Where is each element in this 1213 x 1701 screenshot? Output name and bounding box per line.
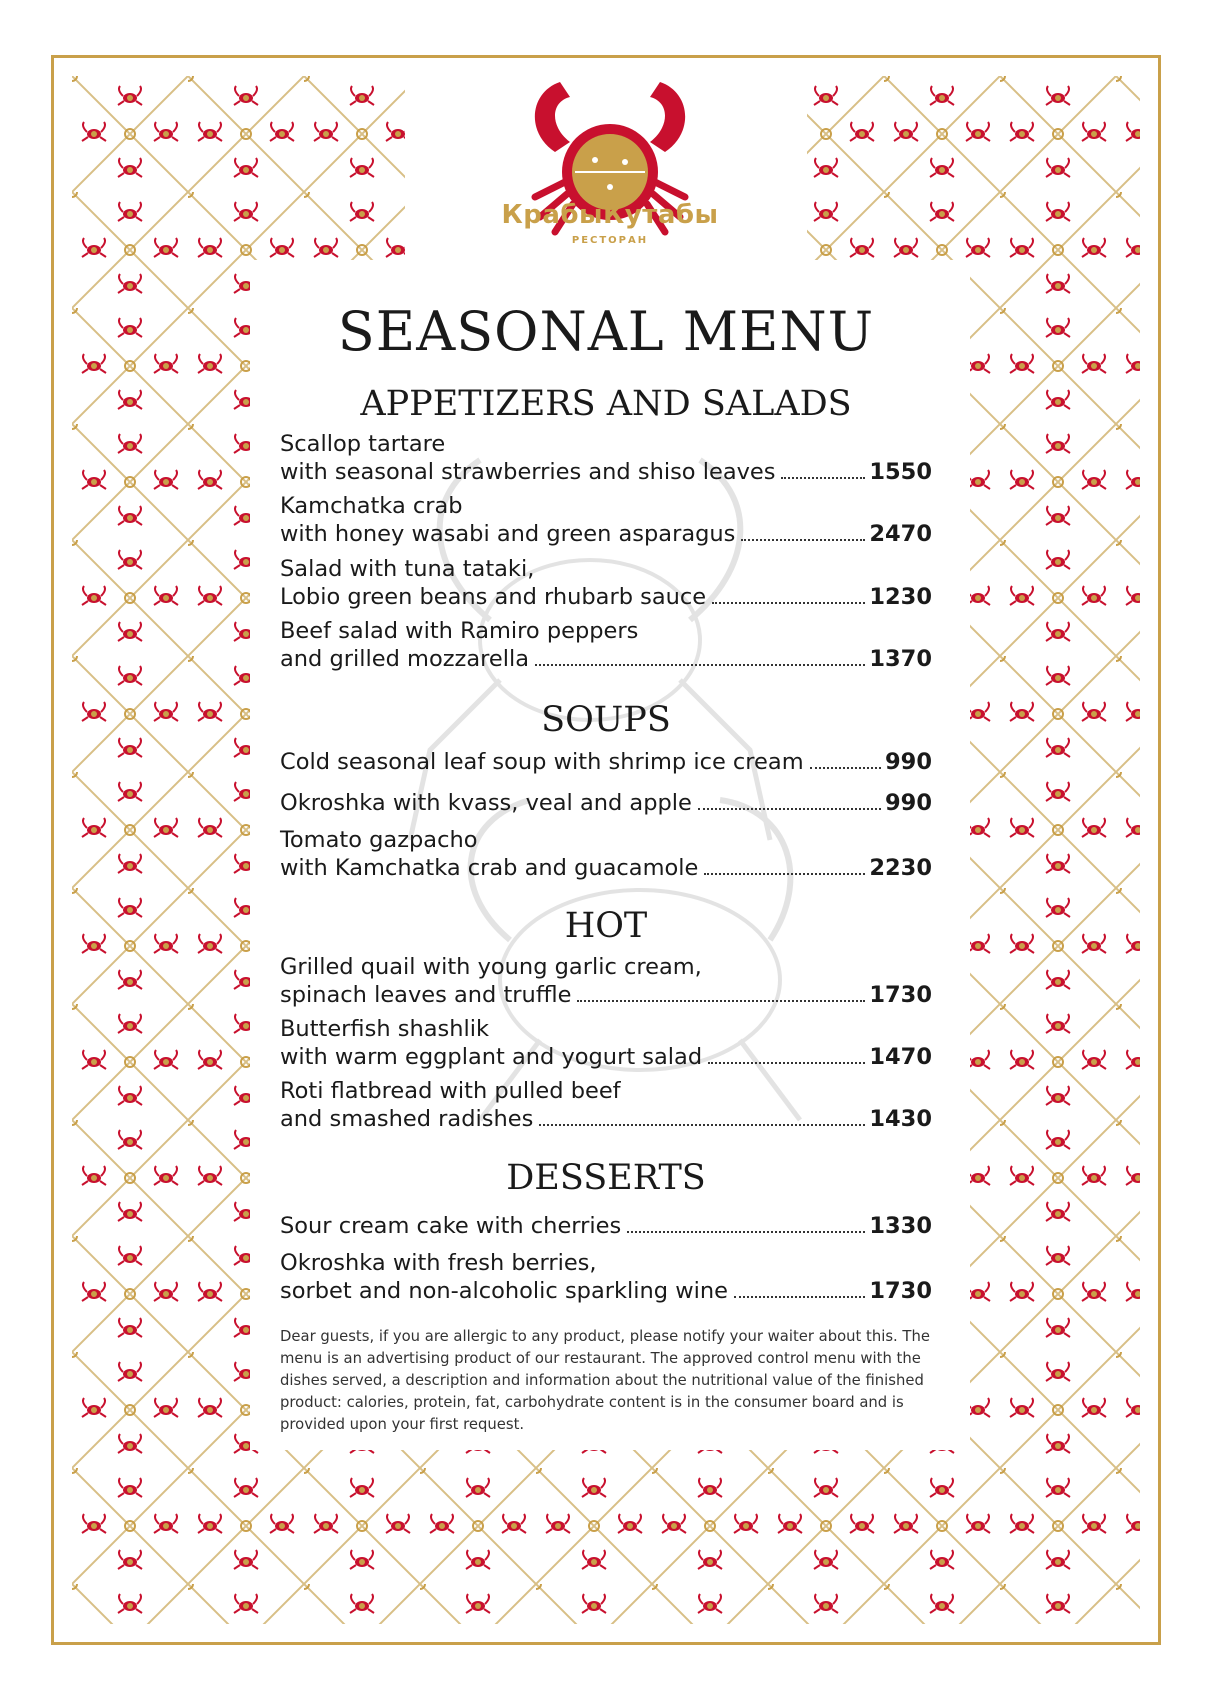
item-price: 1730: [869, 982, 932, 1008]
item-description: Lobio green beans and rhubarb sauce: [280, 584, 707, 610]
menu-item: [280, 1015, 932, 1071]
item-name: Tomato gazpacho: [280, 827, 478, 853]
section-title-desserts: DESSERTS: [506, 1158, 706, 1198]
item-name: Butterfish shashlik: [280, 1016, 490, 1042]
menu-item: [280, 492, 932, 548]
item-name: Beef salad with Ramiro peppers: [280, 618, 639, 644]
section-title-soups: SOUPS: [541, 700, 671, 740]
item-price: 1370: [869, 646, 932, 672]
item-price: 990: [885, 749, 932, 775]
item-description: with warm eggplant and yogurt salad: [280, 1044, 703, 1070]
menu-item: [280, 430, 932, 486]
item-price: 1550: [869, 459, 932, 485]
item-price: 2470: [869, 521, 932, 547]
brand-subtitle: РЕСТОРАН: [571, 235, 649, 246]
item-description: spinach leaves and truffle: [280, 982, 572, 1008]
item-price: 1730: [869, 1278, 932, 1304]
item-name: Scallop tartare: [280, 431, 446, 457]
item-price: 1470: [869, 1044, 932, 1070]
item-name: Okroshka with fresh berries,: [280, 1250, 597, 1276]
item-description: with honey wasabi and green asparagus: [280, 521, 736, 547]
item-name: Roti flatbread with pulled beef: [280, 1078, 621, 1104]
menu-title: SEASONAL MENU: [337, 300, 875, 363]
menu-item: [280, 826, 932, 882]
item-description: with Kamchatka crab and guacamole: [280, 855, 699, 881]
menu-item: [280, 1249, 932, 1305]
item-name: Grilled quail with young garlic cream,: [280, 954, 702, 980]
item-description: sorbet and non-alcoholic sparkling wine: [280, 1278, 728, 1304]
item-name: Kamchatka crab: [280, 493, 463, 519]
item-price: 1430: [869, 1106, 932, 1132]
section-title-hot: HOT: [564, 906, 648, 946]
menu-item: [280, 1212, 932, 1240]
item-description: with seasonal strawberries and shiso leaves: [280, 459, 776, 485]
menu-item: [280, 789, 932, 817]
item-price: 1230: [869, 584, 932, 610]
item-description: and smashed radishes: [280, 1106, 534, 1132]
menu-item: [280, 617, 932, 673]
item-description: Okroshka with kvass, veal and apple: [280, 790, 692, 816]
menu-item: [280, 1077, 932, 1133]
menu-item: [280, 748, 932, 776]
item-description: Sour cream cake with cherries: [280, 1213, 622, 1239]
item-name: Salad with tuna tataki,: [280, 556, 535, 582]
brand-name: КрабыКутабы: [501, 200, 719, 230]
menu-item: [280, 953, 932, 1009]
item-description: and grilled mozzarella: [280, 646, 530, 672]
section-title-appetizers: APPETIZERS AND SALADS: [360, 384, 852, 424]
item-price: 1330: [869, 1213, 932, 1239]
item-description: Cold seasonal leaf soup with shrimp ice cream: [280, 749, 804, 775]
item-price: 2230: [869, 855, 932, 881]
menu-item: [280, 555, 932, 611]
allergy-notice: Dear guests, if you are allergic to any product, please notify your waiter about this. The menu is an advertising product of our restaurant. The approved control menu with the dishes served, a description and information about the nutritional value of the finished product: calories, protein, fat, carbohydrate content is in the consumer board and is provided upon your first request.: [280, 1328, 930, 1433]
item-price: 990: [885, 790, 932, 816]
